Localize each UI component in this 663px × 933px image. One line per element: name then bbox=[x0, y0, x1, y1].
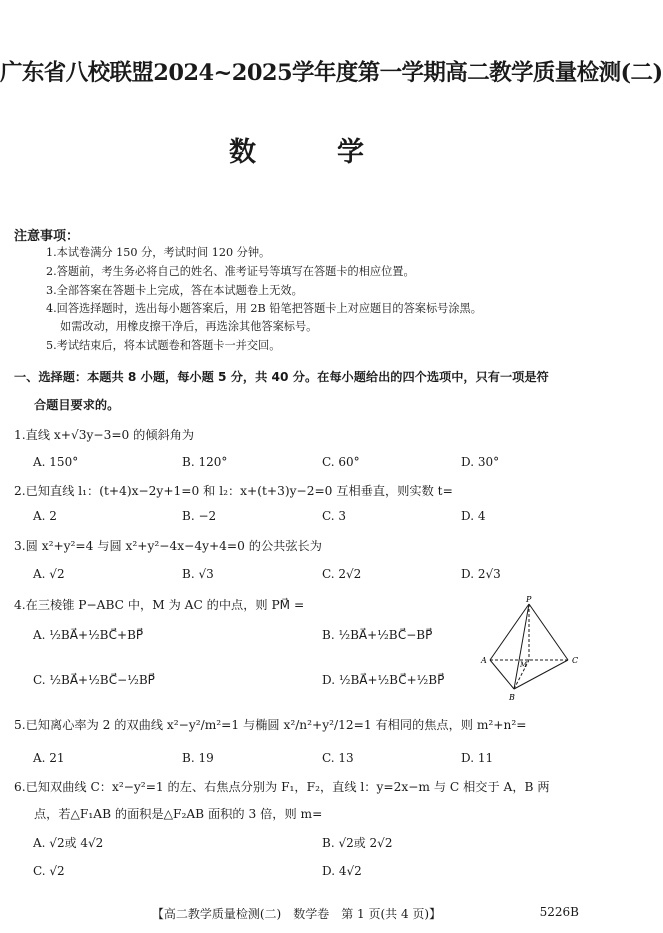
option-d: D. 4√2 bbox=[322, 864, 362, 878]
option-d: D. 30° bbox=[461, 455, 500, 469]
notes-heading: 注意事项： bbox=[14, 229, 80, 244]
option-b: B. 120° bbox=[182, 455, 228, 469]
footer-page-info: 【高二教学质量检测(二) 数学卷 第 1 页(共 4 页)】 bbox=[151, 907, 442, 921]
option-c: C. 60° bbox=[322, 455, 360, 469]
vertex-label-a: A bbox=[481, 656, 487, 665]
option-a: A. 2 bbox=[33, 509, 57, 523]
option-d: D. ½BA⃗+½BC⃗+½BP⃗ bbox=[322, 673, 445, 687]
question-stem: 6.已知双曲线 C：x²−y²=1 的左、右焦点分别为 F₁，F₂，直线 l：y=2x−m 与 C 相交于 A，B 两 bbox=[14, 780, 550, 794]
option-b: B. 19 bbox=[182, 751, 214, 765]
question-stem: 2.已知直线 l₁：(t+4)x−2y+1=0 和 l₂：x+(t+3)y−2=0 互相垂直，则实数 t= bbox=[14, 484, 453, 498]
option-a: A. 21 bbox=[33, 751, 65, 765]
option-a: A. 150° bbox=[33, 455, 79, 469]
vertex-label-m: M bbox=[520, 661, 528, 669]
question-stem: 4.在三棱锥 P−ABC 中，M 为 AC 的中点，则 PM⃗ = bbox=[14, 598, 305, 612]
note-item: 5.考试结束后，将本试题卷和答题卡一并交回。 bbox=[46, 339, 281, 352]
vertex-label-c: C bbox=[572, 656, 579, 665]
section-heading: 一、选择题：本题共 8 小题，每小题 5 分，共 40 分。在每小题给出的四个选项中，只有一项是符 bbox=[14, 370, 549, 384]
vertex-label-p: P bbox=[526, 595, 532, 604]
tetrahedron-figure bbox=[478, 592, 590, 704]
question-stem: 5.已知离心率为 2 的双曲线 x²−y²/m²=1 与椭圆 x²/n²+y²/12=1 有相同的焦点，则 m²+n²= bbox=[14, 718, 527, 732]
option-b: B. −2 bbox=[182, 509, 217, 523]
option-d: D. 2√3 bbox=[461, 567, 501, 581]
option-c: C. 2√2 bbox=[322, 567, 362, 581]
option-b: B. √2或 2√2 bbox=[322, 836, 393, 850]
option-c: C. 3 bbox=[322, 509, 347, 523]
subject-char-2: 学 bbox=[337, 137, 364, 168]
note-item: 3.全部答案在答题卡上完成，答在本试题卷上无效。 bbox=[46, 284, 303, 297]
footer-code: 5226B bbox=[539, 905, 579, 919]
note-item: 2.答题前，考生务必将自己的姓名、准考证号等填写在答题卡的相应位置。 bbox=[46, 265, 415, 278]
option-d: D. 4 bbox=[461, 509, 486, 523]
subject-char-1: 数 bbox=[229, 137, 256, 168]
option-b: B. √3 bbox=[182, 567, 214, 581]
note-item: 4.回答选择题时，选出每小题答案后，用 2B 铅笔把答题卡上对应题目的答案标号涂黑。 bbox=[46, 302, 482, 315]
option-a: A. √2或 4√2 bbox=[33, 836, 104, 850]
question-stem: 1.直线 x+√3y−3=0 的倾斜角为 bbox=[14, 428, 195, 442]
vertex-label-b: B bbox=[509, 693, 515, 702]
section-heading-cont: 合题目要求的。 bbox=[34, 398, 120, 412]
option-d: D. 11 bbox=[461, 751, 494, 765]
note-item: 如需改动，用橡皮擦干净后，再选涂其他答案标号。 bbox=[60, 320, 318, 333]
exam-title: 广东省八校联盟2024~2025学年度第一学期高二教学质量检测(二) bbox=[0, 60, 663, 86]
option-c: C. 13 bbox=[322, 751, 354, 765]
question-stem: 3.圆 x²+y²=4 与圆 x²+y²−4x−4y+4=0 的公共弦长为 bbox=[14, 539, 322, 553]
option-c: C. ½BA⃗+½BC⃗−½BP⃗ bbox=[33, 673, 155, 687]
subject-title bbox=[0, 130, 593, 169]
question-stem-cont: 点，若△F₁AB 的面积是△F₂AB 面积的 3 倍，则 m= bbox=[34, 807, 323, 821]
note-item: 1.本试卷满分 150 分，考试时间 120 分钟。 bbox=[46, 246, 271, 259]
option-a: A. ½BA⃗+½BC⃗+BP⃗ bbox=[33, 628, 144, 642]
option-b: B. ½BA⃗+½BC⃗−BP⃗ bbox=[322, 628, 433, 642]
option-a: A. √2 bbox=[33, 567, 65, 581]
option-c: C. √2 bbox=[33, 864, 65, 878]
